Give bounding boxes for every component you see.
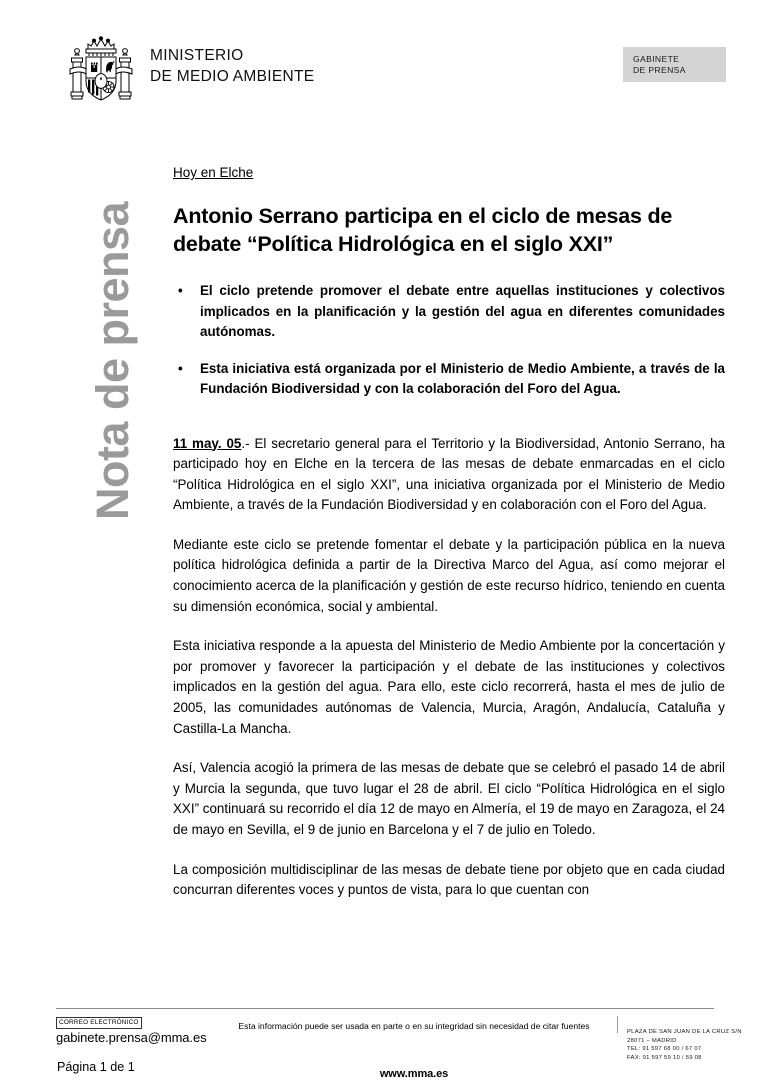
- bullet-text: El ciclo pretende promover el debate entre aquellas instituciones y colectivos implicados en la planificación y la gestión del agua en diferentes comunidades autónomas.: [200, 283, 725, 339]
- press-office-line2: DE PRENSA: [633, 64, 686, 75]
- ministry-name-line2: DE MEDIO AMBIENTE: [150, 68, 315, 85]
- paragraph-lead: [173, 434, 725, 516]
- address-phone: TEL: 91 597 68 00 / 67 07: [627, 1046, 702, 1053]
- usage-notice: Esta información puede ser usada en parte o en su integridad sin necesidad de citar fuentes: [238, 1021, 590, 1031]
- paragraph: Esta iniciativa responde a la apuesta del Ministerio de Medio Ambiente por la concertación y por promover y favorecer la participación y el debate de las instituciones y colectivos implicados en la gestión del agua. Para ello, este ciclo recorrerá, hasta el mes de julio de 2005, las comunidades autónomas de Valencia, Murcia, Aragón, Andalucía, Cataluña y Castilla-La Mancha.: [173, 638, 725, 736]
- paragraph: Así, Valencia acogió la primera de las mesas de debate que se celebró el pasado 14 de abril y Murcia la segunda, que tuvo lugar el 28 de abril. El ciclo “Política Hidrológica en el siglo XXI” continuará su recorrido el día 12 de mayo en Almería, el 19 de mayo en Zaragoza, el 24 de mayo en Sevilla, el 9 de junio en Barcelona y el 7 de julio en Toledo.: [173, 760, 725, 837]
- website-url[interactable]: www.mma.es: [379, 1068, 449, 1080]
- release-date: 11 may. 05: [173, 435, 242, 451]
- email-label: CORREO ELECTRÓNICO: [56, 1017, 142, 1029]
- ministry-name: [150, 45, 314, 87]
- press-release-body: [173, 164, 725, 920]
- list-item: [173, 281, 725, 343]
- page-title: Antonio Serrano participa en el ciclo de mesas de debate “Política Hidrológica en el siglo XXI”: [173, 204, 673, 256]
- email-address[interactable]: gabinete.prensa@mma.es: [56, 1030, 207, 1045]
- summary-bullet-list: [173, 281, 725, 400]
- document-header: [0, 34, 769, 114]
- spanish-coat-of-arms-icon: [62, 36, 140, 108]
- paragraph-text: .- El secretario general para el Territorio y la Biodiversidad, Antonio Serrano, ha participado hoy en Elche en la tercera de las mesas de debate enmarcadas en el ciclo “Política Hidrológica en el siglo XXI”, una iniciativa organizada por el Ministerio de Medio Ambiente, a través de la Fundación Biodiversidad y en colaboración con el Foro del Agua.: [173, 435, 725, 513]
- press-office-badge: [623, 47, 726, 82]
- document-footer: [0, 1008, 769, 1088]
- bullet-marker-icon: •: [178, 283, 183, 298]
- address-fax: FAX: 91 597 59 10 / 59 08: [627, 1054, 702, 1061]
- press-office-line1: GABINETE: [633, 54, 680, 64]
- ministry-name-line1: MINISTERIO: [150, 47, 244, 64]
- page-number: Página 1 de 1: [57, 1060, 135, 1074]
- bullet-text: Esta iniciativa está organizada por el Ministerio de Medio Ambiente, a través de la Fundación Biodiversidad y con la colaboración del Foro del Agua.: [200, 360, 725, 396]
- paragraph: Mediante este ciclo se pretende fomentar el debate y la participación pública en la nueva política hidrológica definida a partir de la Directiva Marco del Agua, así como mejorar el conocimiento acerca de la planificación y gestión de este recurso hídrico, teniendo en cuenta su dimensión económica, social y ambiental.: [173, 536, 725, 614]
- kicker-location: Hoy en Elche: [173, 165, 254, 180]
- address-city: 28071 – MADRID: [627, 1037, 677, 1044]
- bullet-marker-icon: •: [178, 360, 183, 376]
- postal-address: [627, 1028, 742, 1062]
- footer-vertical-divider: [617, 1016, 618, 1033]
- paragraph: La composición multidisciplinar de las mesas de debate tiene por objeto que en cada ciudad concurran diferentes voces y puntos de vista, para lo que cuentan con: [173, 861, 725, 898]
- list-item: [173, 359, 725, 400]
- footer-divider: [56, 1008, 714, 1009]
- vertical-document-type-label: Nota de prensa: [87, 201, 138, 521]
- address-street: PLAZA DE SAN JUAN DE LA CRUZ S/N: [627, 1029, 742, 1035]
